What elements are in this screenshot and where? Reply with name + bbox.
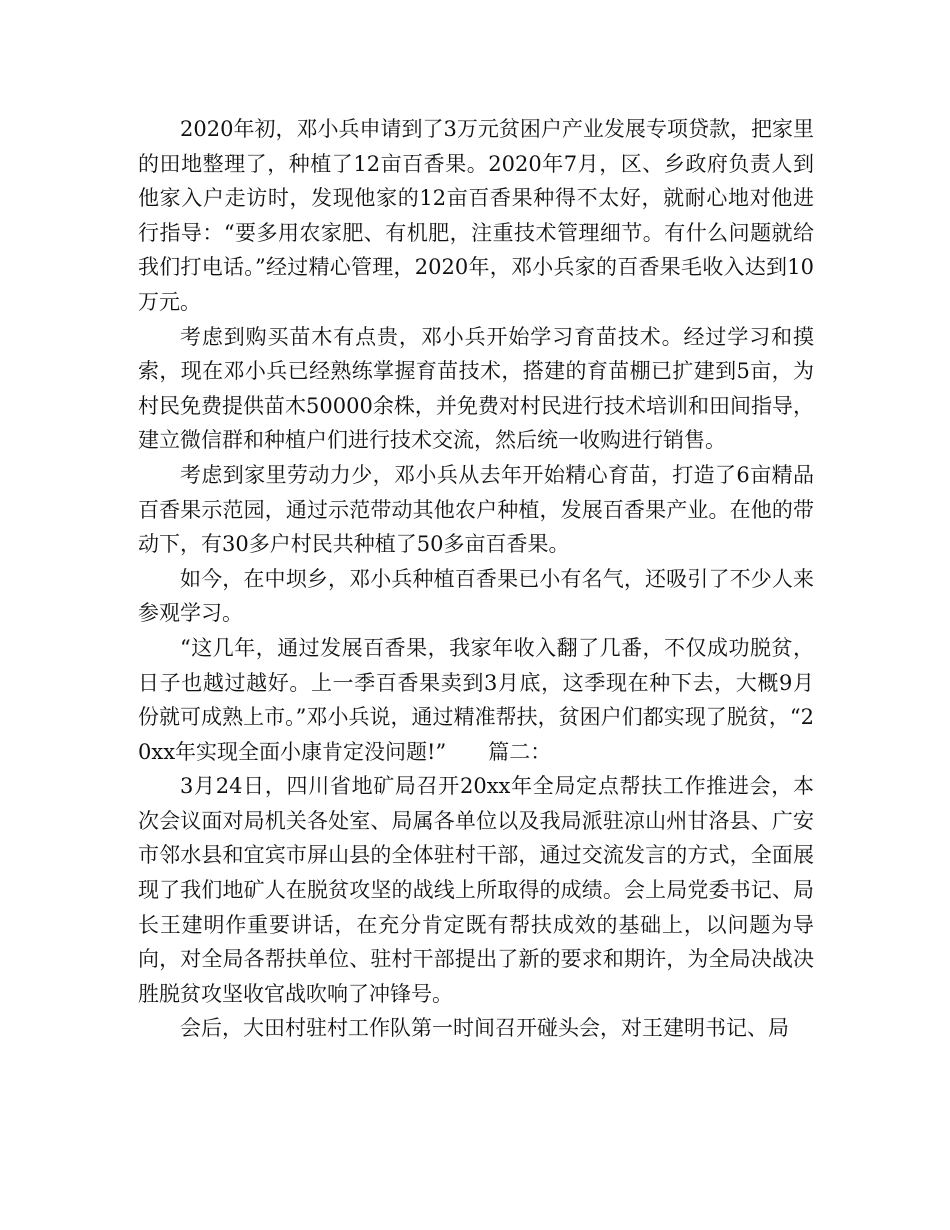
paragraph-4: 如今，在中坝乡，邓小兵种植百香果已小有名气，还吸引了不少人来参观学习。 [138,566,814,626]
paragraph-3: 考虑到家里劳动力少，邓小兵从去年开始精心育苗，打造了6亩精品百香果示范园，通过示范带动其他农户种植，发展百香果产业。在他的带动下，有30多户村民共种植了50多亩百香果。 [138,462,814,557]
paragraph-5: “这几年，通过发展百香果，我家年收入翻了几番，不仅成功脱贫，日子也越过越好。上一季百香果卖到3月底，这季现在种下去，大概9月份就可成熟上市。”邓小兵说，通过精准帮扶，贫困户们都实现了脱贫，“20xx年实现全面小康肯定没问题!” 篇二： [138,635,814,764]
paragraph-6: 3月24日，四川省地矿局召开20xx年全局定点帮扶工作推进会，本次会议面对局机关各处室、局属各单位以及我局派驻凉山州甘洛县、广安市邻水县和宜宾市屏山县的全体驻村干部，通过交流发言的方式，全面展现了我们地矿人在脱贫攻坚的战线上所取得的成绩。会上局党委书记、局长王建明作重要讲话，在充分肯定既有帮扶成效的基础上，以问题为导向，对全局各帮扶单位、驻村干部提出了新的要求和期许，为全局决战决胜脱贫攻坚收官战吹响了冲锋号。 [138,774,814,1006]
paragraph-2: 考虑到购买苗木有点贵，邓小兵开始学习育苗技术。经过学习和摸索，现在邓小兵已经熟练掌握育苗技术，搭建的育苗棚已扩建到5亩，为村民免费提供苗木50000余株，并免费对村民进行技术培训和田间指导，建立微信群和种植户们进行技术交流，然后统一收购进行销售。 [138,324,814,453]
paragraph-1: 2020年初，邓小兵申请到了3万元贫困户产业发展专项贷款，把家里的田地整理了，种植了12亩百香果。2020年7月，区、乡政府负责人到他家入户走访时，发现他家的12亩百香果种得不太好，就耐心地对他进行指导：“要多用农家肥、有机肥，注重技术管理细节。有什么问题就给我们打电话。”经过精心管理，2020年，邓小兵家的百香果毛收入达到10万元。 [138,117,814,314]
article-body [138,112,814,1046]
paragraph-7: 会后，大田村驻村工作队第一时间召开碰头会，对王建明书记、局 [180,1016,789,1041]
